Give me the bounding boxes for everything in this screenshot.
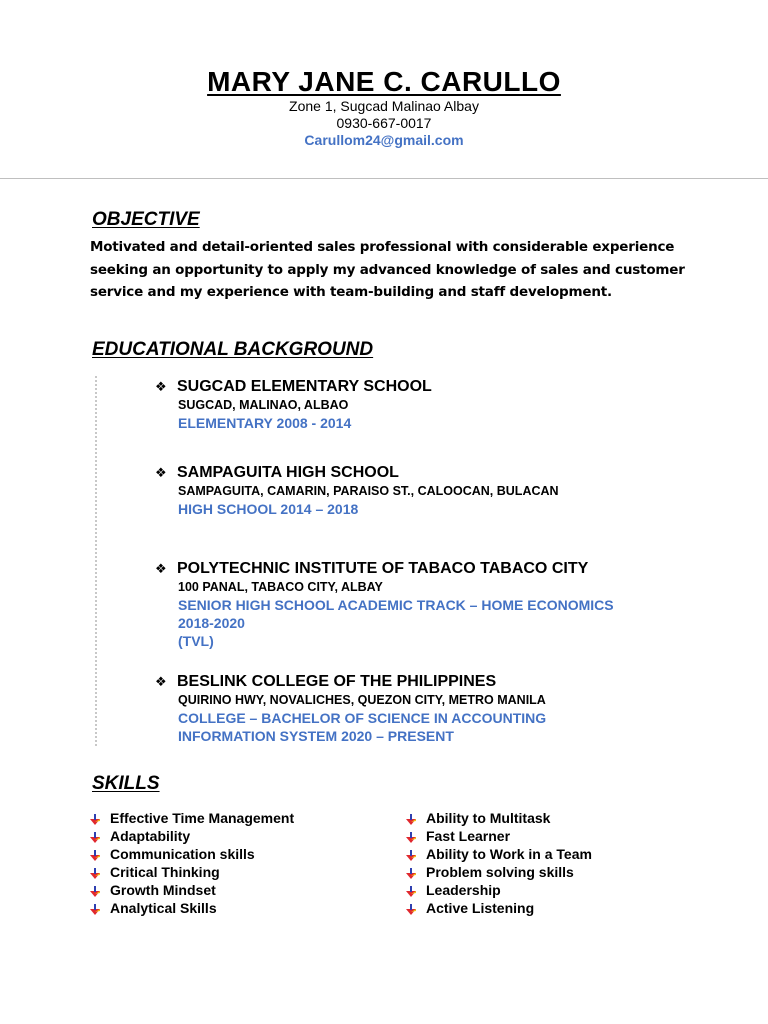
school-name: SUGCAD ELEMENTARY SCHOOL bbox=[177, 378, 432, 395]
skill-item: Active Listening bbox=[404, 899, 592, 917]
education-dotted-rule bbox=[95, 376, 97, 746]
multicolor-arrow-bullet-icon bbox=[88, 866, 110, 878]
skill-item: Problem solving skills bbox=[404, 863, 592, 881]
school-name: POLYTECHNIC INSTITUTE OF TABACO TABACO CITY bbox=[177, 560, 589, 577]
skill-item: Leadership bbox=[404, 881, 592, 899]
school-level: 2018-2020 bbox=[178, 615, 245, 631]
skills-list-left bbox=[88, 809, 294, 917]
multicolor-arrow-bullet-icon bbox=[88, 884, 110, 896]
diamond-bullet-icon: ❖ bbox=[155, 379, 167, 394]
multicolor-arrow-bullet-icon bbox=[404, 902, 426, 914]
school-level: SENIOR HIGH SCHOOL ACADEMIC TRACK – HOME ECONOMICS bbox=[178, 597, 614, 613]
diamond-bullet-icon: ❖ bbox=[155, 561, 167, 576]
multicolor-arrow-bullet-icon bbox=[88, 848, 110, 860]
skill-item: Analytical Skills bbox=[88, 899, 294, 917]
applicant-name: MARY JANE C. CARULLO bbox=[207, 66, 561, 97]
school-level: INFORMATION SYSTEM 2020 – PRESENT bbox=[178, 728, 454, 744]
multicolor-arrow-bullet-icon bbox=[404, 830, 426, 842]
multicolor-arrow-bullet-icon bbox=[88, 830, 110, 842]
skill-item: Critical Thinking bbox=[88, 863, 294, 881]
school-level: (TVL) bbox=[178, 633, 214, 649]
skill-item: Effective Time Management bbox=[88, 809, 294, 827]
diamond-bullet-icon: ❖ bbox=[155, 674, 167, 689]
skill-item: Ability to Multitask bbox=[404, 809, 592, 827]
school-name: BESLINK COLLEGE OF THE PHILIPPINES bbox=[177, 673, 497, 690]
school-address: SUGCAD, MALINAO, ALBAO bbox=[178, 398, 349, 412]
school-address: QUIRINO HWY, NOVALICHES, QUEZON CITY, METRO MANILA bbox=[178, 693, 546, 707]
resume-header bbox=[0, 0, 768, 149]
education-entry bbox=[155, 463, 559, 518]
school-level: COLLEGE – BACHELOR OF SCIENCE IN ACCOUNTING bbox=[178, 710, 547, 726]
objective-heading: OBJECTIVE bbox=[92, 209, 200, 230]
education-entry bbox=[155, 672, 546, 745]
skill-item: Ability to Work in a Team bbox=[404, 845, 592, 863]
skill-item: Communication skills bbox=[88, 845, 294, 863]
school-level: HIGH SCHOOL 2014 – 2018 bbox=[178, 501, 359, 517]
email-link[interactable]: Carullom24@gmail.com bbox=[304, 132, 464, 148]
multicolor-arrow-bullet-icon bbox=[88, 902, 110, 914]
multicolor-arrow-bullet-icon bbox=[404, 848, 426, 860]
address-text: Zone 1, Sugcad Malinao Albay bbox=[289, 98, 479, 114]
school-level: ELEMENTARY 2008 - 2014 bbox=[178, 415, 352, 431]
education-heading: EDUCATIONAL BACKGROUND bbox=[92, 339, 374, 360]
education-entry bbox=[155, 377, 432, 432]
multicolor-arrow-bullet-icon bbox=[88, 812, 110, 824]
multicolor-arrow-bullet-icon bbox=[404, 884, 426, 896]
diamond-bullet-icon: ❖ bbox=[155, 465, 167, 480]
skills-heading: SKILLS bbox=[92, 773, 160, 794]
skill-item: Fast Learner bbox=[404, 827, 592, 845]
header-divider bbox=[0, 178, 768, 179]
skill-item: Growth Mindset bbox=[88, 881, 294, 899]
objective-text: Motivated and detail-oriented sales professional with considerable experience seeking an opportunity to apply my advanced knowledge of sales and customer service and my experience with team-building and staff development. bbox=[90, 239, 685, 300]
skills-list-right bbox=[404, 809, 592, 917]
school-address: SAMPAGUITA, CAMARIN, PARAISO ST., CALOOCAN, BULACAN bbox=[178, 484, 559, 498]
phone-text: 0930-667-0017 bbox=[336, 115, 432, 131]
school-name: SAMPAGUITA HIGH SCHOOL bbox=[177, 464, 399, 481]
school-address: 100 PANAL, TABACO CITY, ALBAY bbox=[178, 580, 383, 594]
education-entry bbox=[155, 559, 614, 650]
multicolor-arrow-bullet-icon bbox=[404, 812, 426, 824]
multicolor-arrow-bullet-icon bbox=[404, 866, 426, 878]
skill-item: Adaptability bbox=[88, 827, 294, 845]
